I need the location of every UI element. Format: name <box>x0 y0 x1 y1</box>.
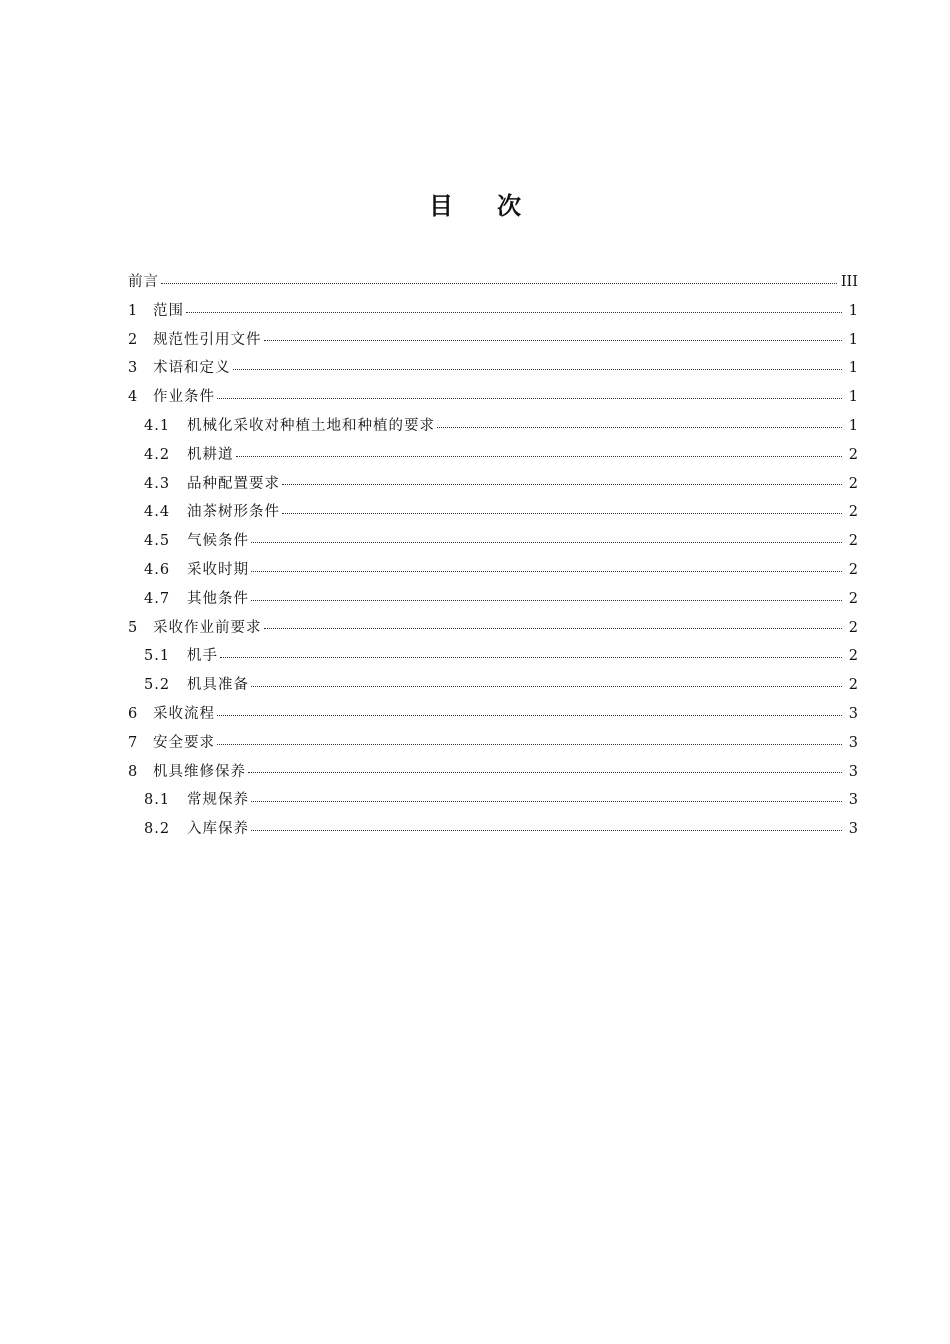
toc-entry-label: 气候条件 <box>187 533 249 550</box>
toc-entry-label: 机具维修保养 <box>153 763 246 780</box>
toc-entry-label: 入库保养 <box>187 821 249 838</box>
toc-dot-leader <box>264 628 843 629</box>
toc-entry-label: 采收流程 <box>153 705 215 722</box>
toc-entry-label: 其他条件 <box>187 590 249 607</box>
toc-entry-page-number: 3 <box>848 821 858 838</box>
table-of-contents <box>128 268 858 844</box>
toc-entry-number: 4 <box>128 389 138 406</box>
toc-entry-page-number: 2 <box>848 561 858 578</box>
toc-entry-page-number: 2 <box>848 533 858 550</box>
toc-entry[interactable] <box>128 614 858 643</box>
toc-entry-label: 机手 <box>187 648 218 665</box>
toc-entry[interactable] <box>128 441 858 470</box>
toc-entry-number: 4.2 <box>144 446 171 463</box>
toc-entry-page-number: 1 <box>848 389 858 406</box>
toc-entry[interactable] <box>128 556 858 585</box>
toc-entry[interactable] <box>128 326 858 355</box>
toc-entry[interactable] <box>128 498 858 527</box>
toc-entry-label: 机械化采收对种植土地和种植的要求 <box>187 417 435 434</box>
toc-dot-leader <box>264 340 843 341</box>
toc-entry-label: 品种配置要求 <box>187 475 280 492</box>
toc-entry-page-number: 2 <box>848 648 858 665</box>
toc-entry-number: 5.2 <box>144 677 171 694</box>
toc-entry-page-number: 2 <box>848 590 858 607</box>
toc-entry-page-number: 3 <box>848 763 858 780</box>
toc-entry-page-number: 2 <box>848 446 858 463</box>
toc-entry-number: 6 <box>128 705 138 722</box>
toc-entry[interactable] <box>128 470 858 499</box>
toc-entry[interactable] <box>128 412 858 441</box>
toc-entry-label: 采收时期 <box>187 561 249 578</box>
toc-entry-page-number: 1 <box>848 302 858 319</box>
toc-dot-leader <box>251 600 842 601</box>
toc-entry-number: 8.1 <box>144 792 171 809</box>
toc-dot-leader <box>161 283 837 284</box>
toc-entry-label: 范围 <box>153 302 184 319</box>
toc-entry-label: 安全要求 <box>153 734 215 751</box>
toc-entry-number: 4.5 <box>144 533 171 550</box>
toc-entry-number: 8 <box>128 763 138 780</box>
toc-entry-label: 采收作业前要求 <box>153 619 262 636</box>
toc-entry-number: 4.6 <box>144 561 171 578</box>
toc-dot-leader <box>251 830 842 831</box>
toc-dot-leader <box>236 456 843 457</box>
toc-entry-page-number: 1 <box>848 417 858 434</box>
toc-entry[interactable] <box>128 758 858 787</box>
toc-entry-number: 5.1 <box>144 648 171 665</box>
toc-dot-leader <box>251 571 842 572</box>
toc-entry-page-number: 2 <box>848 677 858 694</box>
toc-entry-page-number: 3 <box>848 705 858 722</box>
toc-dot-leader <box>251 801 842 802</box>
toc-entry-number: 4.1 <box>144 417 171 434</box>
toc-entry-label: 机具准备 <box>187 677 249 694</box>
title-part-2: 次 <box>497 192 521 220</box>
toc-entry[interactable] <box>128 527 858 556</box>
toc-dot-leader <box>233 369 843 370</box>
toc-entry-number: 4.7 <box>144 590 171 607</box>
toc-entry[interactable] <box>128 729 858 758</box>
toc-entry-number: 4.4 <box>144 504 171 521</box>
toc-entry[interactable] <box>128 815 858 844</box>
toc-dot-leader <box>251 686 842 687</box>
toc-dot-leader <box>282 484 842 485</box>
toc-dot-leader <box>282 513 842 514</box>
toc-entry-page-number: 1 <box>848 360 858 377</box>
toc-entry-number: 2 <box>128 331 138 348</box>
toc-entry-page-number: 2 <box>848 504 858 521</box>
title-part-1: 目 <box>429 192 453 220</box>
toc-entry-number: 1 <box>128 302 138 319</box>
toc-dot-leader <box>220 657 842 658</box>
toc-dot-leader <box>251 542 842 543</box>
toc-dot-leader <box>217 715 842 716</box>
toc-entry-label: 油茶树形条件 <box>187 504 280 521</box>
toc-entry-number: 8.2 <box>144 821 171 838</box>
toc-entry[interactable] <box>128 671 858 700</box>
toc-entry-page-number: 2 <box>848 475 858 492</box>
toc-entry[interactable] <box>128 700 858 729</box>
toc-entry-label: 作业条件 <box>153 389 215 406</box>
toc-entry-label: 术语和定义 <box>153 360 231 377</box>
toc-entry[interactable] <box>128 297 858 326</box>
toc-dot-leader <box>437 427 842 428</box>
toc-entry-number: 4.3 <box>144 475 171 492</box>
toc-entry-label: 规范性引用文件 <box>153 331 262 348</box>
toc-entry-page-number: 3 <box>848 792 858 809</box>
toc-entry[interactable] <box>128 268 858 297</box>
toc-entry[interactable] <box>128 354 858 383</box>
toc-entry-label: 常规保养 <box>187 792 249 809</box>
toc-entry-page-number: 2 <box>848 619 858 636</box>
toc-entry-page-number: III <box>840 274 858 290</box>
toc-entry-label: 机耕道 <box>187 446 234 463</box>
page-title <box>0 186 950 221</box>
toc-entry-label: 前言 <box>128 274 159 290</box>
toc-entry-number: 7 <box>128 734 138 751</box>
toc-entry-page-number: 3 <box>848 734 858 751</box>
toc-entry-number: 5 <box>128 619 138 636</box>
toc-entry-page-number: 1 <box>848 331 858 348</box>
toc-dot-leader <box>217 398 842 399</box>
toc-dot-leader <box>248 772 842 773</box>
toc-dot-leader <box>217 744 842 745</box>
toc-entry[interactable] <box>128 585 858 614</box>
toc-entry[interactable] <box>128 786 858 815</box>
toc-entry[interactable] <box>128 642 858 671</box>
toc-dot-leader <box>186 312 842 313</box>
toc-entry-number: 3 <box>128 360 138 377</box>
toc-entry[interactable] <box>128 383 858 412</box>
